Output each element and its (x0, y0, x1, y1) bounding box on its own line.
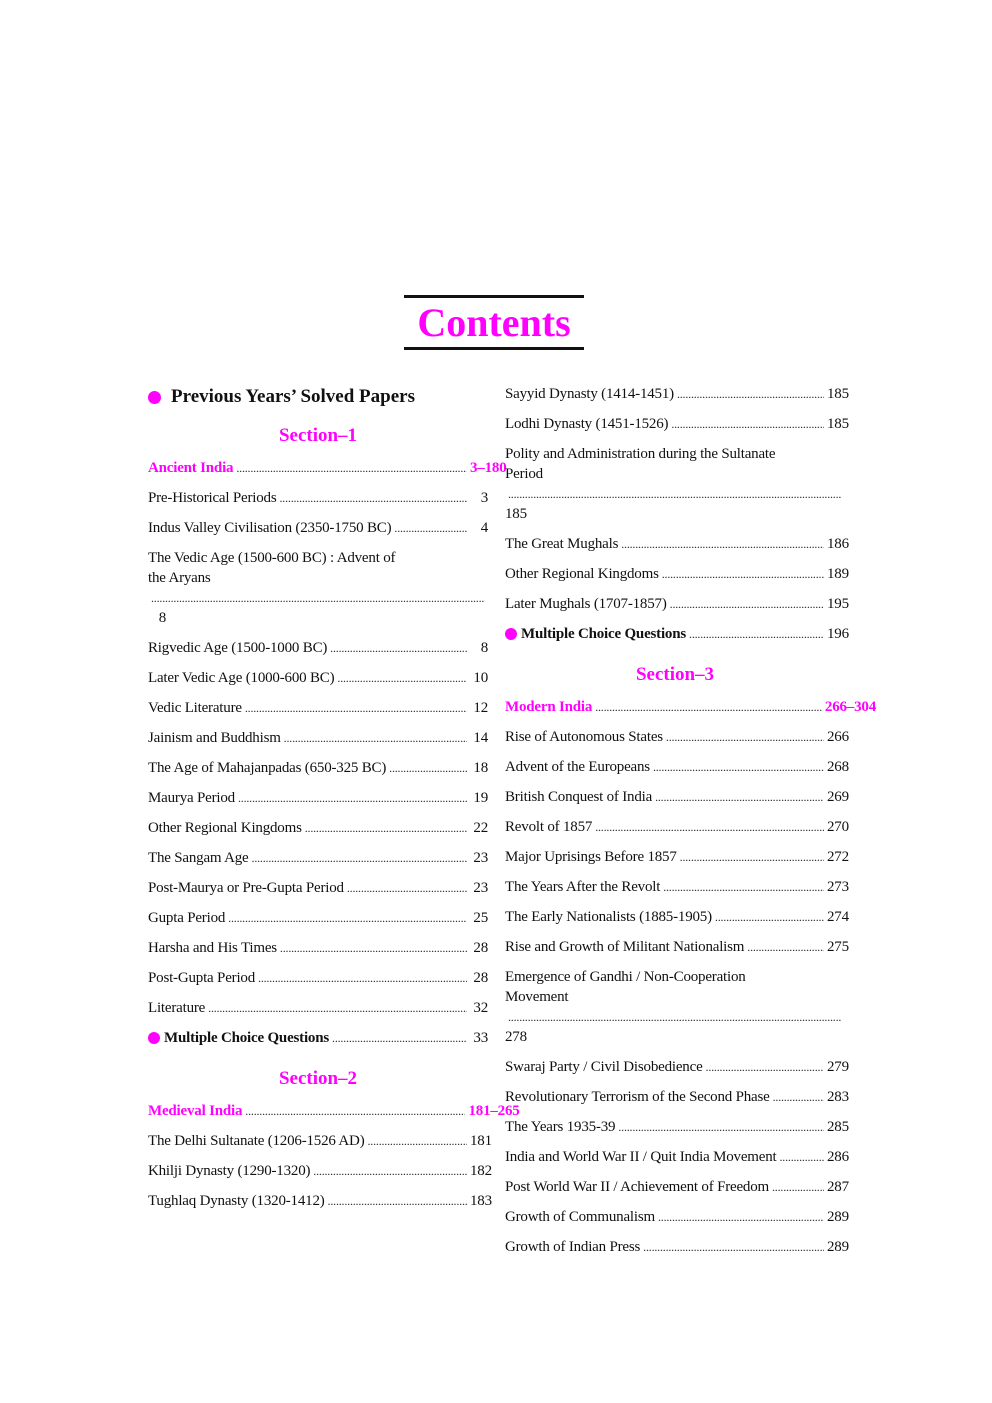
toc-entry[interactable] (148, 1131, 492, 1151)
toc-entry-label: Revolutionary Terrorism of the Second Phase (505, 1089, 770, 1105)
toc-entry[interactable] (505, 444, 845, 524)
toc-entry[interactable] (148, 968, 488, 988)
toc-entry-page: 275 (827, 939, 849, 955)
toc-entry-label: Multiple Choice Questions (164, 1030, 330, 1046)
dot-leader (332, 1028, 467, 1048)
section-heading: Section–3 (635, 664, 715, 685)
section-heading: Section–2 (278, 1068, 358, 1089)
toc-entry-page: 196 (827, 626, 849, 642)
toc-entry[interactable] (148, 788, 488, 808)
toc-entry-page: 269 (827, 789, 849, 805)
toc-part-page: 3–180 (470, 460, 507, 476)
bullet-icon (505, 628, 517, 640)
toc-entry-page: 274 (827, 909, 849, 925)
toc-entry[interactable] (148, 938, 488, 958)
dot-leader (337, 668, 467, 688)
dot-leader (245, 698, 467, 718)
toc-mcq-entry[interactable] (505, 624, 849, 644)
toc-entry-page: 273 (827, 879, 849, 895)
toc-entry-label: Other Regional Kingdoms (505, 566, 659, 582)
dot-leader (663, 877, 824, 897)
toc-entry-page: 185 (827, 416, 849, 432)
toc-entry-page: 182 (470, 1163, 492, 1179)
toc-entry-page: 286 (827, 1149, 849, 1165)
dot-leader (328, 1191, 467, 1211)
dot-leader (706, 1057, 824, 1077)
dot-leader (151, 588, 485, 608)
dot-leader (772, 1177, 824, 1197)
toc-entry-label: The Sangam Age (148, 850, 249, 866)
dot-leader (773, 1087, 824, 1107)
toc-entry-label: The Years After the Revolt (505, 879, 661, 895)
dot-leader (284, 728, 467, 748)
dot-leader (347, 878, 467, 898)
toc-entry-label: Post-Maurya or Pre-Gupta Period (148, 880, 344, 896)
toc-part-entry[interactable] (505, 697, 877, 717)
dot-leader (368, 1131, 468, 1151)
dot-leader (330, 638, 467, 658)
toc-entry-page: 185 (827, 386, 849, 402)
toc-entry-page: 3 (480, 490, 488, 506)
toc-part-entry[interactable] (148, 1101, 520, 1121)
toc-entry-page: 18 (473, 760, 488, 776)
toc-entry[interactable] (505, 757, 849, 777)
bullet-icon (148, 391, 161, 404)
toc-entry-page: 285 (827, 1119, 849, 1135)
toc-entry-label-line1: Polity and Administration during the Sultanate (505, 446, 776, 462)
toc-entry-label: Growth of Communalism (505, 1209, 655, 1225)
toc-entry-label: India and World War II / Quit India Movement (505, 1149, 777, 1165)
dot-leader (508, 484, 842, 504)
toc-entry[interactable] (148, 698, 488, 718)
toc-entry[interactable] (148, 1161, 492, 1181)
toc-entry-page: 22 (473, 820, 488, 836)
toc-entry-label: Maurya Period (148, 790, 235, 806)
dot-leader (780, 1147, 825, 1167)
dot-leader (394, 518, 467, 538)
toc-entry-page: 183 (470, 1193, 492, 1209)
toc-entry-label: Jainism and Buddhism (148, 730, 281, 746)
toc-entry-page: 287 (827, 1179, 849, 1195)
dot-leader (508, 1007, 842, 1027)
toc-part-page: 266–304 (824, 699, 877, 715)
toc-entry[interactable] (505, 877, 849, 897)
toc-entry-label: Growth of Indian Press (505, 1239, 641, 1255)
dot-leader (618, 1117, 824, 1137)
toc-entry-page: 289 (827, 1209, 849, 1225)
toc-entry[interactable] (505, 1207, 849, 1227)
dot-leader (621, 534, 824, 554)
toc-entry-label: Multiple Choice Questions (521, 626, 687, 642)
toc-entry-page: 10 (473, 670, 488, 686)
toc-entry-label: The Delhi Sultanate (1206-1526 AD) (148, 1133, 365, 1149)
toc-entry[interactable] (505, 594, 849, 614)
toc-entry-label: Period (505, 466, 543, 482)
toc-entry[interactable] (148, 998, 488, 1018)
toc-entry-page: 279 (827, 1059, 849, 1075)
toc-entry[interactable] (148, 548, 488, 628)
dot-leader (670, 594, 824, 614)
toc-entry[interactable] (505, 1087, 849, 1107)
toc-entry-label: Tughlaq Dynasty (1320-1412) (148, 1193, 325, 1209)
toc-entry-label: Vedic Literature (148, 700, 242, 716)
page-title: Contents (417, 299, 571, 345)
toc-entry-label: Pre-Historical Periods (148, 490, 277, 506)
dot-leader (238, 788, 467, 808)
toc-part-label: Medieval India (148, 1103, 243, 1119)
toc-entry-label: Post-Gupta Period (148, 970, 256, 986)
toc-entry-page: 8 (158, 610, 166, 626)
toc-entry[interactable] (505, 1237, 849, 1257)
toc-entry-label: The Early Nationalists (1885-1905) (505, 909, 712, 925)
toc-entry-page: 33 (473, 1030, 488, 1046)
toc-entry[interactable] (148, 728, 488, 748)
toc-entry[interactable] (505, 727, 849, 747)
toc-entry-label: Revolt of 1857 (505, 819, 593, 835)
toc-entry-page: 25 (473, 910, 488, 926)
right-column (505, 384, 877, 1267)
toc-entry-page: 28 (473, 940, 488, 956)
toc-entry-label: The Great Mughals (505, 536, 619, 552)
toc-part-label: Modern India (505, 699, 593, 715)
toc-entry-label: The Age of Mahajanpadas (650-325 BC) (148, 760, 387, 776)
toc-entry[interactable] (148, 638, 488, 658)
toc-entry-page: 4 (480, 520, 488, 536)
toc-entry[interactable] (148, 488, 488, 508)
toc-entry-label: Other Regional Kingdoms (148, 820, 302, 836)
dot-leader (689, 624, 824, 644)
toc-entry-page: 12 (473, 700, 488, 716)
toc-entry-label: Sayyid Dynasty (1414-1451) (505, 386, 674, 402)
toc-entry[interactable] (505, 564, 849, 584)
toc-entry-page: 185 (505, 506, 527, 522)
toc-entry-page: 278 (505, 1029, 527, 1045)
toc-entry[interactable] (148, 758, 488, 778)
dot-leader (658, 1207, 824, 1227)
toc-part-entry[interactable] (148, 458, 507, 478)
toc-entry[interactable] (148, 908, 488, 928)
section-heading: Section–1 (278, 425, 358, 446)
dot-leader (208, 998, 467, 1018)
toc-part-label: Ancient India (148, 460, 234, 476)
dot-leader (680, 847, 824, 867)
toc-entry[interactable] (505, 414, 849, 434)
toc-entry-label: British Conquest of India (505, 789, 653, 805)
toc-entry-page: 32 (473, 1000, 488, 1016)
dot-leader (258, 968, 467, 988)
toc-entry[interactable] (505, 967, 845, 1047)
toc-entry[interactable] (505, 937, 849, 957)
dot-leader (677, 384, 824, 404)
dot-leader (389, 758, 467, 778)
toc-entry-label: Major Uprisings Before 1857 (505, 849, 677, 865)
dot-leader (595, 697, 822, 717)
toc-entry[interactable] (505, 847, 849, 867)
toc-entry[interactable] (148, 878, 488, 898)
toc-entry-page: 23 (473, 880, 488, 896)
toc-entry-page: 189 (827, 566, 849, 582)
toc-entry-page: 8 (480, 640, 488, 656)
toc-entry-label: Gupta Period (148, 910, 226, 926)
dot-leader (313, 1161, 467, 1181)
toc-entry-page: 283 (827, 1089, 849, 1105)
toc-entry-label: Swaraj Party / Civil Disobedience (505, 1059, 703, 1075)
toc-entry-page: 272 (827, 849, 849, 865)
toc-entry-label: Literature (148, 1000, 206, 1016)
dot-leader (305, 818, 467, 838)
dot-leader (228, 908, 467, 928)
toc-entry-label: Rigvedic Age (1500-1000 BC) (148, 640, 328, 656)
toc-entry-page: 195 (827, 596, 849, 612)
toc-entry-label: Khilji Dynasty (1290-1320) (148, 1163, 311, 1179)
toc-entry[interactable] (148, 518, 488, 538)
toc-entry-page: 186 (827, 536, 849, 552)
toc-entry-label: The Years 1935-39 (505, 1119, 616, 1135)
toc-entry[interactable] (148, 818, 488, 838)
toc-entry[interactable] (148, 1191, 492, 1211)
toc-part-page: 181–265 (468, 1103, 520, 1119)
toc-entry-label: the Aryans (148, 570, 211, 586)
toc-entry-label: Later Vedic Age (1000-600 BC) (148, 670, 335, 686)
toc-entry-label: Rise of Autonomous States (505, 729, 663, 745)
toc-entry-label: Advent of the Europeans (505, 759, 650, 775)
toc-entry-label: Lodhi Dynasty (1451-1526) (505, 416, 669, 432)
toc-entry[interactable] (505, 534, 849, 554)
dot-leader (671, 414, 824, 434)
dot-leader (653, 757, 824, 777)
toc-entry-label: Later Mughals (1707-1857) (505, 596, 667, 612)
toc-entry[interactable] (148, 668, 488, 688)
dot-leader (655, 787, 824, 807)
toc-entry[interactable] (505, 787, 849, 807)
dot-leader (595, 817, 824, 837)
dot-leader (715, 907, 824, 927)
dot-leader (280, 488, 468, 508)
papers-heading-text: Previous Years’ Solved Papers (171, 386, 415, 407)
toc-entry[interactable] (505, 1177, 849, 1197)
toc-entry-label: Post World War II / Achievement of Freedom (505, 1179, 769, 1195)
toc-entry[interactable] (148, 848, 488, 868)
toc-entry-page: 289 (827, 1239, 849, 1255)
toc-entry-page: 19 (473, 790, 488, 806)
toc-mcq-entry[interactable] (148, 1028, 488, 1048)
toc-entry-page: 266 (827, 729, 849, 745)
toc-entry[interactable] (505, 1117, 849, 1137)
toc-entry-page: 268 (827, 759, 849, 775)
toc-entry-label: Indus Valley Civilisation (2350-1750 BC) (148, 520, 392, 536)
toc-entry-label: Rise and Growth of Militant Nationalism (505, 939, 745, 955)
dot-leader (643, 1237, 824, 1257)
toc-entry[interactable] (505, 907, 849, 927)
dot-leader (666, 727, 824, 747)
toc-entry[interactable] (505, 384, 849, 404)
toc-entry-page: 14 (473, 730, 488, 746)
toc-entry-page: 270 (827, 819, 849, 835)
dot-leader (280, 938, 467, 958)
dot-leader (662, 564, 824, 584)
toc-entry-label-line1: Emergence of Gandhi / Non-Cooperation (505, 969, 746, 985)
dot-leader (245, 1101, 465, 1121)
toc-entry-label-line1: The Vedic Age (1500-600 BC) : Advent of (148, 550, 396, 566)
dot-leader (236, 458, 467, 478)
toc-entry-label: Movement (505, 989, 569, 1005)
toc-entry[interactable] (505, 1147, 849, 1167)
toc-entry-page: 23 (473, 850, 488, 866)
toc-entry[interactable] (505, 1057, 849, 1077)
toc-entry-label: Harsha and His Times (148, 940, 277, 956)
toc-entry-page: 28 (473, 970, 488, 986)
toc-entry-page: 181 (470, 1133, 492, 1149)
toc-entry[interactable] (505, 817, 849, 837)
contents-title-block (404, 295, 584, 350)
dot-leader (747, 937, 824, 957)
papers-heading (148, 384, 488, 410)
bullet-icon (148, 1032, 160, 1044)
dot-leader (252, 848, 467, 868)
